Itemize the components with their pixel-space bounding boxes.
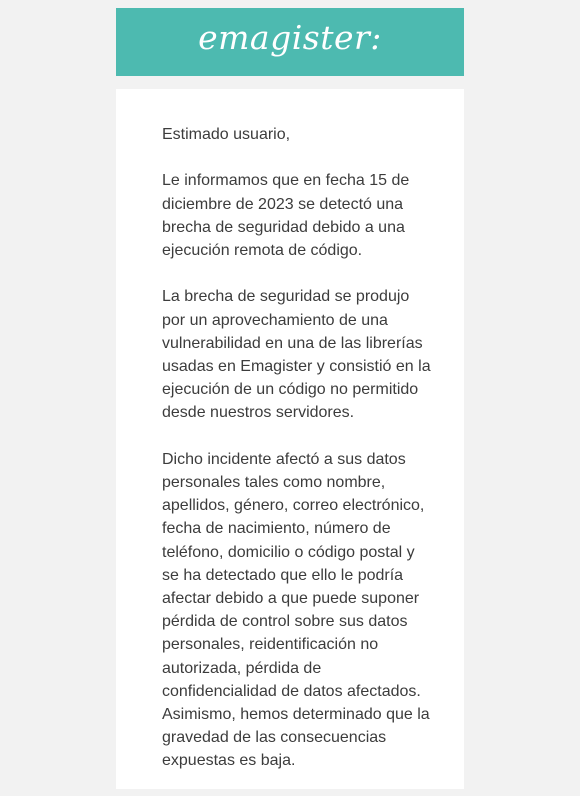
paragraph-incident-date: Le informamos que en fecha 15 de diciembre de 2023 se detectó una brecha de seguridad debido a una ejecución remota de código. — [162, 172, 410, 259]
greeting-text: Estimado usuario, — [162, 126, 291, 143]
email-message — [162, 123, 432, 796]
email-header-banner — [116, 8, 464, 76]
emagister-logo: emagister: — [198, 18, 382, 57]
paragraph-breach-cause: La brecha de seguridad se produjo por un aprovechamiento de una vulnerabilidad en una de las librerías usadas en Emagister y consistió en la ejecución de un código no permitido desde nuestros servidores. — [162, 288, 431, 422]
email-body-card — [116, 89, 464, 789]
paragraph-affected-data: Dicho incidente afectó a sus datos personales tales como nombre, apellidos, género, correo electrónico, fecha de nacimiento, número de teléfono, domicilio o código postal y se ha detectado que ello le podría afectar debido a que puede suponer pérdida de control sobre sus datos personales, reidentificación no autorizada, pérdida de confidencialidad de datos afectados. Asimismo, hemos determinado que la gravedad de las consecuencias expuestas es baja. — [162, 450, 430, 770]
